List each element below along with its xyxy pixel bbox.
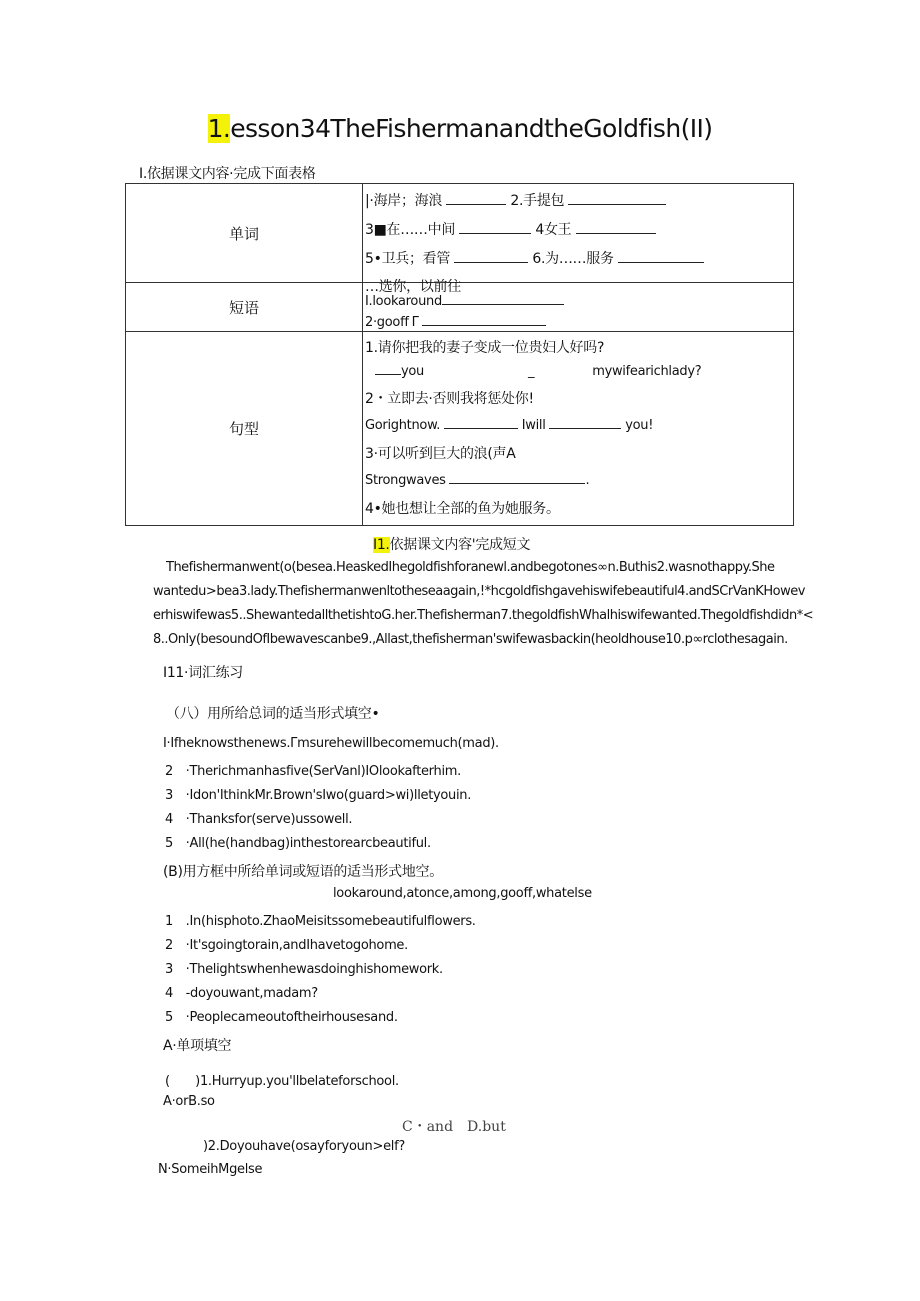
partC-heading: A·单项填空 — [163, 1038, 232, 1054]
partA-item-3: 3 ·Idon'IthinkMr.Brown'sIwo(guard>wi)lletyouin. — [165, 788, 472, 803]
passage-line-4: 8..Only(besoundOfIbewavescanbe9.,Allast,thefisherman'swifewasbackin(heoldhouse10.p∞rclothesagain. — [153, 632, 788, 647]
title-number: 1. — [207, 114, 231, 143]
phrases-row — [126, 283, 794, 332]
partA-item-2: 2 ·Therichmanhasfive(SerVanl)IOlookafterhim. — [165, 764, 461, 779]
question-2: )2.Doyouhave(osayforyoun>elf? — [203, 1139, 405, 1154]
sentence-2-en: Gorightnow. Iwill you! — [365, 418, 654, 433]
partB-word-box: lookaround,atonce,among,gooff,whatelse — [333, 886, 592, 901]
review-table — [125, 183, 794, 526]
phrases-label: 短语 — [126, 283, 363, 332]
title-text: esson34TheFishermanandtheGoldfish(II) — [230, 114, 713, 143]
sentence-2-cn: 2・立即去·否则我将惩处你! — [365, 391, 534, 407]
words-line-4: …选你，以前往 — [365, 279, 461, 295]
phrases-cell — [363, 283, 794, 332]
sentence-3-en: Strongwaves . — [365, 473, 590, 488]
question-1-options-cd: C・and D.but — [402, 1119, 506, 1135]
sentence-1-cn: 1.请你把我的妻子变成一位贵妇人好吗? — [365, 340, 605, 356]
sentences-cell — [363, 332, 794, 526]
sentence-1-en: you _ mywifearichlady? — [375, 362, 701, 379]
partA-item-5: 5 ·All(he(handbag)inthestorearcbeautiful. — [165, 836, 431, 851]
question-1: ( )1.Hurryup.you'llbelateforschool. — [165, 1074, 399, 1089]
sentence-3-cn: 3·可以听到巨大的浪(声A — [365, 446, 516, 462]
passage-line-3: erhiswifewas5..ShewantedallthetishtoG.her.Thefisherman7.thegoldfishWhalhiswifewanted.Thegoldfishdidn*< — [153, 608, 814, 623]
page-title — [0, 114, 920, 143]
section3-heading: I11·词汇练习 — [163, 665, 243, 681]
partB-item-4: 4 -doyouwant,madam? — [165, 986, 318, 1001]
partA-item-1: I·Ifheknowsthenews.Γmsurehewillbecomemuch(mad). — [163, 736, 499, 751]
partB-heading: (B)用方框中所给单词或短语的适当形式地空。 — [163, 864, 443, 880]
partB-item-2: 2 ·It'sgoingtorain,andIhavetogohome. — [165, 938, 408, 953]
partA-heading: （八）用所给总词的适当形式填空• — [166, 706, 380, 722]
partB-item-5: 5 ·Peoplecameoutoftheirhousesand. — [165, 1010, 398, 1025]
passage — [153, 556, 814, 652]
partB-item-1: 1 .In(hisphoto.ZhaoMeisitssomebeautifulflowers. — [165, 914, 476, 929]
words-cell — [363, 184, 794, 295]
sentences-row — [126, 332, 794, 526]
section1-heading: I.依据课文内容·完成下面表格 — [139, 166, 316, 182]
section2-heading: I1.依据课文内容'完成短文 — [373, 537, 531, 553]
words-line-3: 5•卫兵；看管 6.为……服务 — [365, 248, 704, 268]
words-line-1: |·海岸；海浪 2.手提包 — [365, 190, 666, 210]
sentence-4-cn: 4•她也想让全部的鱼为她服务。 — [365, 501, 560, 517]
phrase-1: I.lookaround — [365, 292, 564, 309]
passage-line-2: wantedu>bea3.lady.Thefishermanwenltotheseaagain,!*hcgoldfishgavehiswifebeautiful4.andSCrVanKHowev — [153, 584, 805, 599]
question-1-options-ab: A·orB.so — [163, 1094, 215, 1109]
partB-item-3: 3 ·Thelightswhenhewasdoinghishomework. — [165, 962, 443, 977]
partA-item-4: 4 ·Thanksfor(serve)ussowell. — [165, 812, 353, 827]
sentences-label: 句型 — [126, 332, 363, 526]
phrase-2: 2·gooff Γ — [365, 313, 546, 330]
words-label: 单词 — [126, 184, 363, 283]
passage-line-1: Thefishermanwent(o(besea.HeaskedIhegoldfishforanewl.andbegotones∞n.Buthis2.wasnothappy.She — [166, 560, 775, 575]
words-line-2: 3■在……中间 4女王 — [365, 219, 656, 239]
words-row — [126, 184, 794, 283]
question-2-option: N·SomeihMgelse — [158, 1162, 263, 1177]
